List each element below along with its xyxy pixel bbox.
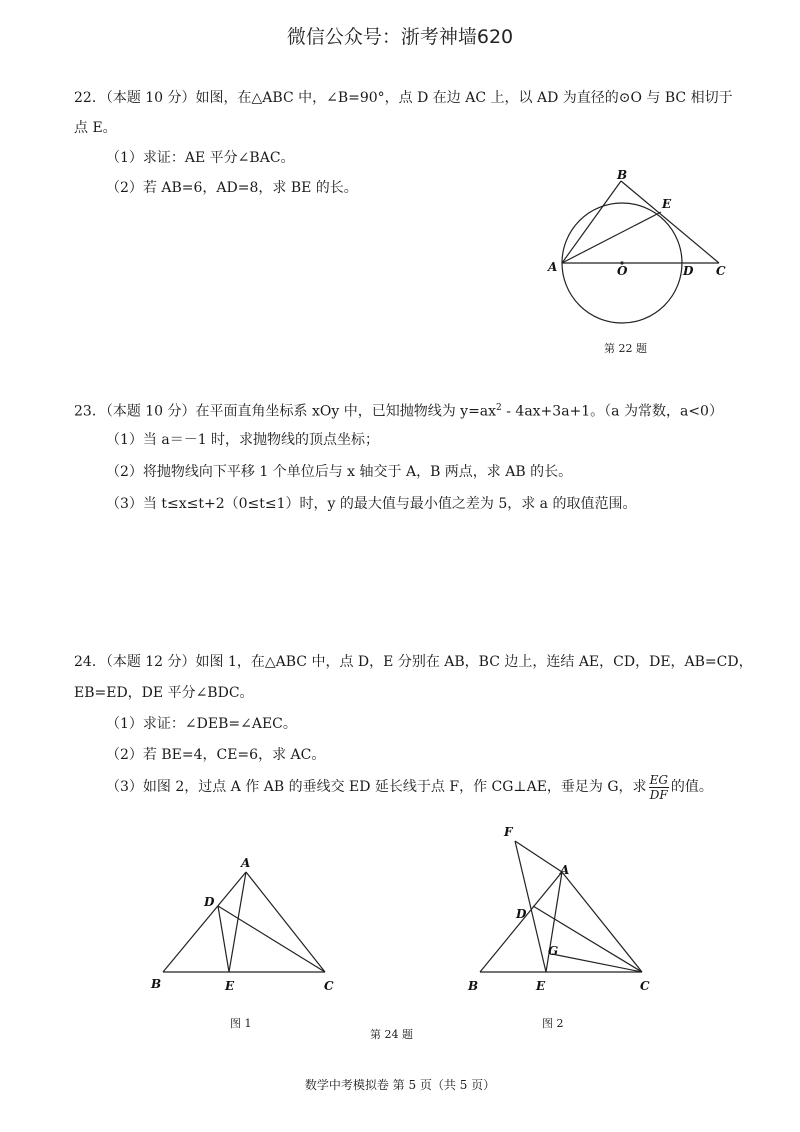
- q24-part3-pre: （3）如图 2，过点 A 作 AB 的垂线交 ED 延长线于点 F，作 CG⊥AE，垂足为 G，求: [106, 779, 647, 795]
- q23-part3: （3）当 t≤x≤t+2（0≤t≤1）时，y 的最大值与最小值之差为 5，求 a 的取值范围。: [106, 496, 637, 512]
- q22-label-o: O: [617, 264, 628, 278]
- page-header: 微信公众号：浙考神墙620: [286, 26, 514, 48]
- fig2-line-ac: [562, 872, 642, 972]
- fig2-label-e: E: [536, 979, 546, 993]
- fig2-label-f: F: [504, 825, 513, 839]
- fig2-label-b: B: [468, 979, 479, 993]
- fig2-label-a: A: [560, 863, 570, 877]
- q22-head: 22．（本题 10 分）如图，在: [74, 90, 252, 106]
- q24-fig2-caption: 图 2: [542, 1017, 564, 1030]
- q24-part2: （2）若 BE=4，CE=6，求 AC。: [106, 747, 326, 763]
- fig1-line-ac: [246, 872, 325, 972]
- q23-part2: （2）将抛物线向下平移 1 个单位后与 x 轴交于 A，B 两点，求 AB 的长。: [106, 464, 573, 480]
- q22-text1: △ABC 中，∠B=90°，点 D 在边 AC 上，以 AD 为直径的⊙O 与 BC 相切于: [251, 90, 733, 106]
- q24-fraction-num: EG: [649, 772, 668, 787]
- fig2-label-d: D: [516, 907, 527, 921]
- q23-tail: - 4ax+3a+1。（a 为常数，a<0）: [501, 403, 723, 420]
- fig1-label-d: D: [204, 895, 215, 909]
- fig1-line-ba: [163, 872, 246, 972]
- q24-caption: 第 24 题: [370, 1028, 413, 1041]
- q22-part2: （2）若 AB=6，AD=8，求 BE 的长。: [106, 180, 358, 196]
- q23-head: 23．（本题 10 分）在平面直角坐标系 xOy 中，已知抛物线为 y=ax: [74, 403, 497, 420]
- fig1-line-de: [218, 906, 229, 972]
- q24-line2: EB=ED，DE 平分∠BDC。: [74, 685, 254, 701]
- fig1-label-c: C: [324, 979, 334, 993]
- q22-label-d: D: [683, 264, 694, 278]
- fig2-label-g: G: [548, 944, 559, 958]
- fig2-label-c: C: [640, 979, 650, 993]
- fig1-label-b: B: [151, 977, 162, 991]
- q24-line1: 24．（本题 12 分）如图 1，在△ABC 中，点 D，E 分别在 AB，BC 边上，连结 AE，CD，DE，AB=CD，: [74, 654, 753, 670]
- q22-line2: 点 E。: [74, 120, 117, 136]
- q24-part1: （1）求证：∠DEB=∠AEC。: [106, 716, 297, 732]
- q22-label-e: E: [662, 197, 672, 211]
- fig1-label-a: A: [241, 856, 251, 870]
- q23-superscript: 2: [496, 403, 502, 413]
- fig2-line-fa: [515, 841, 562, 872]
- page-footer: 数学中考模拟卷 第 5 页（共 5 页）: [304, 1078, 496, 1092]
- q22-label-a: A: [548, 260, 558, 274]
- fig2-line-gc: [552, 954, 642, 972]
- q24-figure-2: [467, 825, 650, 993]
- q24-fraction-den: DF: [649, 787, 668, 802]
- fig2-line-dc: [533, 906, 642, 972]
- q22-part1: （1）求证：AE 平分∠BAC。: [106, 150, 295, 166]
- q24-fig1-caption: 图 1: [230, 1017, 252, 1030]
- q24-figure-1: [150, 856, 334, 993]
- q22-label-b: B: [617, 168, 628, 182]
- fig1-label-e: E: [225, 979, 235, 993]
- q23-part1: （1）当 a＝－1 时，求抛物线的顶点坐标；: [106, 432, 380, 448]
- q22-caption: 第 22 题: [604, 342, 647, 355]
- q22-label-c: C: [716, 264, 726, 278]
- q24-part3-post: 的值。: [670, 779, 713, 795]
